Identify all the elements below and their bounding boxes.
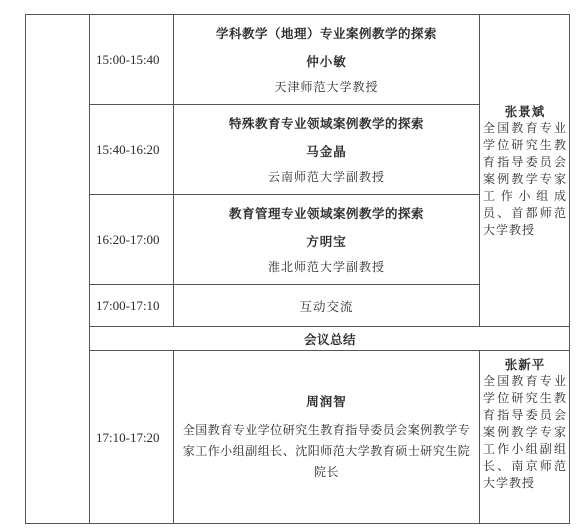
speaker-name: 马金晶 [306, 144, 347, 159]
summary-cell [174, 351, 479, 524]
session-cell [174, 15, 479, 104]
chair-name: 张景斌 [504, 104, 546, 119]
speaker-name: 仲小敏 [306, 54, 347, 69]
session-cell [174, 285, 479, 326]
chair-cell [480, 15, 570, 326]
time-cell: 16:20-17:00 [96, 231, 160, 247]
speaker-name: 周润智 [306, 394, 347, 409]
chair-cell [480, 351, 570, 524]
time-cell: 15:00-15:40 [96, 51, 160, 67]
talk-title: 教育管理专业领域案例教学的探索 [228, 206, 424, 221]
chair-name: 张新平 [504, 357, 546, 372]
session-cell [174, 195, 479, 284]
time-cell: 17:00-17:10 [96, 297, 160, 313]
speaker-name: 方明宝 [306, 234, 347, 249]
speaker-affiliation: 淮北师范大学副教授 [267, 260, 385, 274]
section-title: 会议总结 [303, 331, 356, 347]
speaker-affiliation: 天津师范大学教授 [274, 80, 379, 94]
time-cell: 17:10-17:20 [96, 429, 160, 445]
chair-description: 全国教育专业学位研究生教育指导委员会案例教学专家工作小组成员、首都师范大学教授 [483, 121, 567, 237]
session-cell [174, 105, 479, 194]
talk-title: 学科教学（地理）专业案例教学的探索 [215, 26, 437, 41]
speaker-affiliation: 云南师范大学副教授 [267, 170, 385, 184]
section-header [90, 327, 570, 350]
interaction-label: 互动交流 [299, 298, 354, 314]
chair-description: 全国教育专业学位研究生教育指导委员会案例教学专家工作小组副组长、南京师范大学教授 [483, 374, 567, 490]
talk-title: 特殊教育专业领域案例教学的探索 [228, 116, 424, 131]
time-cell: 15:40-16:20 [96, 141, 160, 157]
speaker-affiliation: 全国教育专业学位研究生教育指导委员会案例教学专家工作小组副组长、沈阳师范大学教育硕士研究生院院长 [182, 423, 471, 479]
